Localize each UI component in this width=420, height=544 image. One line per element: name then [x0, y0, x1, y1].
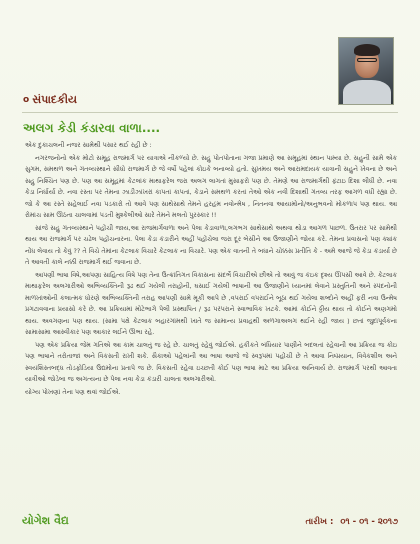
article-title: અલગ કેડી કંડારવા વાળા....	[23, 121, 161, 135]
author-photo-hair	[354, 44, 380, 56]
section-marker: o	[23, 95, 30, 105]
author-photo	[338, 37, 394, 105]
article-footer	[22, 514, 398, 528]
author-photo-glasses	[357, 58, 377, 62]
article-paragraph: નગરજનોનો એક મોટો સમૂહ રાજમાર્ગ પર યાત્રાએ નીકળ્યો છે. સહુ પોતપોતાના ગજા પ્રમાણે આ સમૂહમાં સ્થાન પામ્યા છે. સહુની સામે એક સુગમ, સમથળ અને ગંતવ્યસ્થાને સીધો રાજમાર્ગ છે જે વર્ષો પહેલાં કોઇકે બનાવ્યો હતો. સુખમય અને આરામદાયક યાત્રાની સહુને ખેવના છે અને સહુ નિશ્ચિંત પણ છે. પણ આ સમૂહમાં કેટલાંક માથાફરેલ જરા અલગ લાગતાં મુસાફરો પણ છે. તેમણે આ રાજમાર્ગથી ફંટાઇ દિશા લીધી છે. નવા કેડા નિર્ધાર્યા છે. નવા રસ્તા પર તેમના ઝાડીઝાંખરાં કાપતાં કાપતાં, કેડાને સમથળ કરતાં તેઓ એક નવી દિશાથી ગંતવ્ય તરફ આગળ વધી રહ્યા છે. જો કે આ રસ્તે સહેલાઈ નવા પડકારો તો આવે પણ સાથેસાથે તેમને હરહંમ નવોન્મેષ , નિતનવા આયામોનો/અનુભવનો મોકળાપ પણ થાય. આ રોમાંચ સામ ઊઠતા ચાલવામાં પડતી મુશ્કેલીઓ સારે તેમને મલતો પુરસ્કાર !!	[25, 153, 397, 219]
author-photo-shirt	[343, 80, 391, 105]
article-paragraph: આપણી ભાષા વિષે,આપણા સાહિત્ય વિષે પણ તેના ઉત્ક્રાંતિગત વિકાસના સંદર્ભે વિચારીએ છીએ તો આવું જ કંઇક દૃશ્ય ઊપસી આવે છે. કેટલાક માથાફરેલ અલગારીઓ અભિવ્યક્તિની રૂઢ થઈ ગયેલી તરાહોની, ઘસાઈ ગયેલી ભાષાની આ ઉજાણીને ધ્યાનમાં લેવાને પ્રસ્તુતિની અને સ્પંદનોની માળખાંઓની કલાત્મક ધોરણે અભિવ્યક્તિની તરાહ આપણી સામે મૂકી આપે છે ,વપરાઈ વપરાઈને બૂઠા થઈ ગયેલા શબ્દોને અહીં ફરી નવા ઉન્મેષ પ્રગટાવવાના પ્રયાસો કરે છે. આ પ્રક્રિયામાં મોટેભાગે પેલી પ્રસ્થાપિત / રૂઢ પરંપરાને સ્વાભાવિક ખટકે. આમાં કોઈને ઠ્ઠીય થાય તો કોઈને અણગમો થાય. અવગણના પણ થાય. (સામા પક્ષે કેટલાક બહારગાંમથી ખાતે જ સામાન્ય પ્રવાહથી અળગાઅલગ થઈને રહી જાય ) છતાં જુદાંપૂર્વકના સામાસામા આસ્વીકાર પણ આકાર લઈને ઊભા રહે.	[25, 270, 397, 336]
date-label: તારીખ :	[305, 517, 334, 527]
article-paragraph-closing: યોગ્ય પોખણાં તેના પણ થવાં જોઈએ.	[25, 387, 121, 396]
article-date	[306, 517, 399, 527]
article-body	[25, 140, 397, 399]
section-label	[23, 93, 77, 107]
section-label-text: સંપાદકીય	[32, 93, 78, 106]
section-divider	[22, 112, 398, 113]
author-name: યોગેશ વૈદ્ય	[22, 514, 69, 527]
article-paragraph: સાંજે સહુ ગંતવ્યસ્થાને પહોંચી જાય,આ રાજમાર્ગવાળા અને પેલા કેડાવાળા,લગભગ સાથેસાથે અથવા થોડા આગળ પાછળ. ઉતરાર પર સામેથી થાય આ રાજમાર્ગ પર ચઢેલ પહોંચનારના. પેલા કેડા કંડારીને અહીં પહોંચેલા જરા દૂર બેસીને આ ઉજાણીને જોયા કરે. તેમના પ્રવાસનો પણ ક્યાંક નોંધ લેવાય તો કેવું ?? તે વિચે તેમાંના કેટલાક વિચારે કેટલાક ના વિચારે. પણ એક વાતની તે બધાને ચોક્કસ પ્રતીતિ કે - અમે આજે જે કેડા કંડાર્યા છે તે આવતી કાલે નક્કી રાજમાર્ગ થઈ જવાના છે.	[25, 223, 397, 266]
date-value: ૦૧ - ૦૧ - ૨૦૧૭	[340, 517, 398, 527]
article-paragraph: પણ એક પ્રક્રિયા જેમ ગતિએ આ કામ ચાલતું જ રહે છે. ચાલતું રહેવું જોઈએ. હકીકતે બંધિયાર પાણીને બદલતાં રહેવાની આ પ્રક્રિયા જ કોઇ પણ ભાષાને તરોતાજાં અને વિકસતી રાખી શકે. સૈકાઓ પહેલાંની આ ભાષા આજે જે સ્વરૂપમાં પહોંચી છે તે આવા નિષ્પ્રયાન, વિવેકશીલ અને સ્વયંશિસ્તબદ્ધ તોડફોડિયા ઉદ્યમોના પ્રતાપે જ છે. વિકસતી રહેવા ઇચ્છતી કોઈ પણ ભાષા માટે આ પ્રક્રિયા અનિવાર્ય છે. રાજમાર્ગ પરથી આવતા યાત્રીઓ જોડેબા જ અગત્યના છે પેલા નવા કેડા કંડારી ચાલતા અલગારીઓ.	[25, 340, 397, 383]
article-paragraph-intro: એક દુકાચલની નજર સામેથી પસાર થઈ રહી છે :	[25, 141, 152, 149]
